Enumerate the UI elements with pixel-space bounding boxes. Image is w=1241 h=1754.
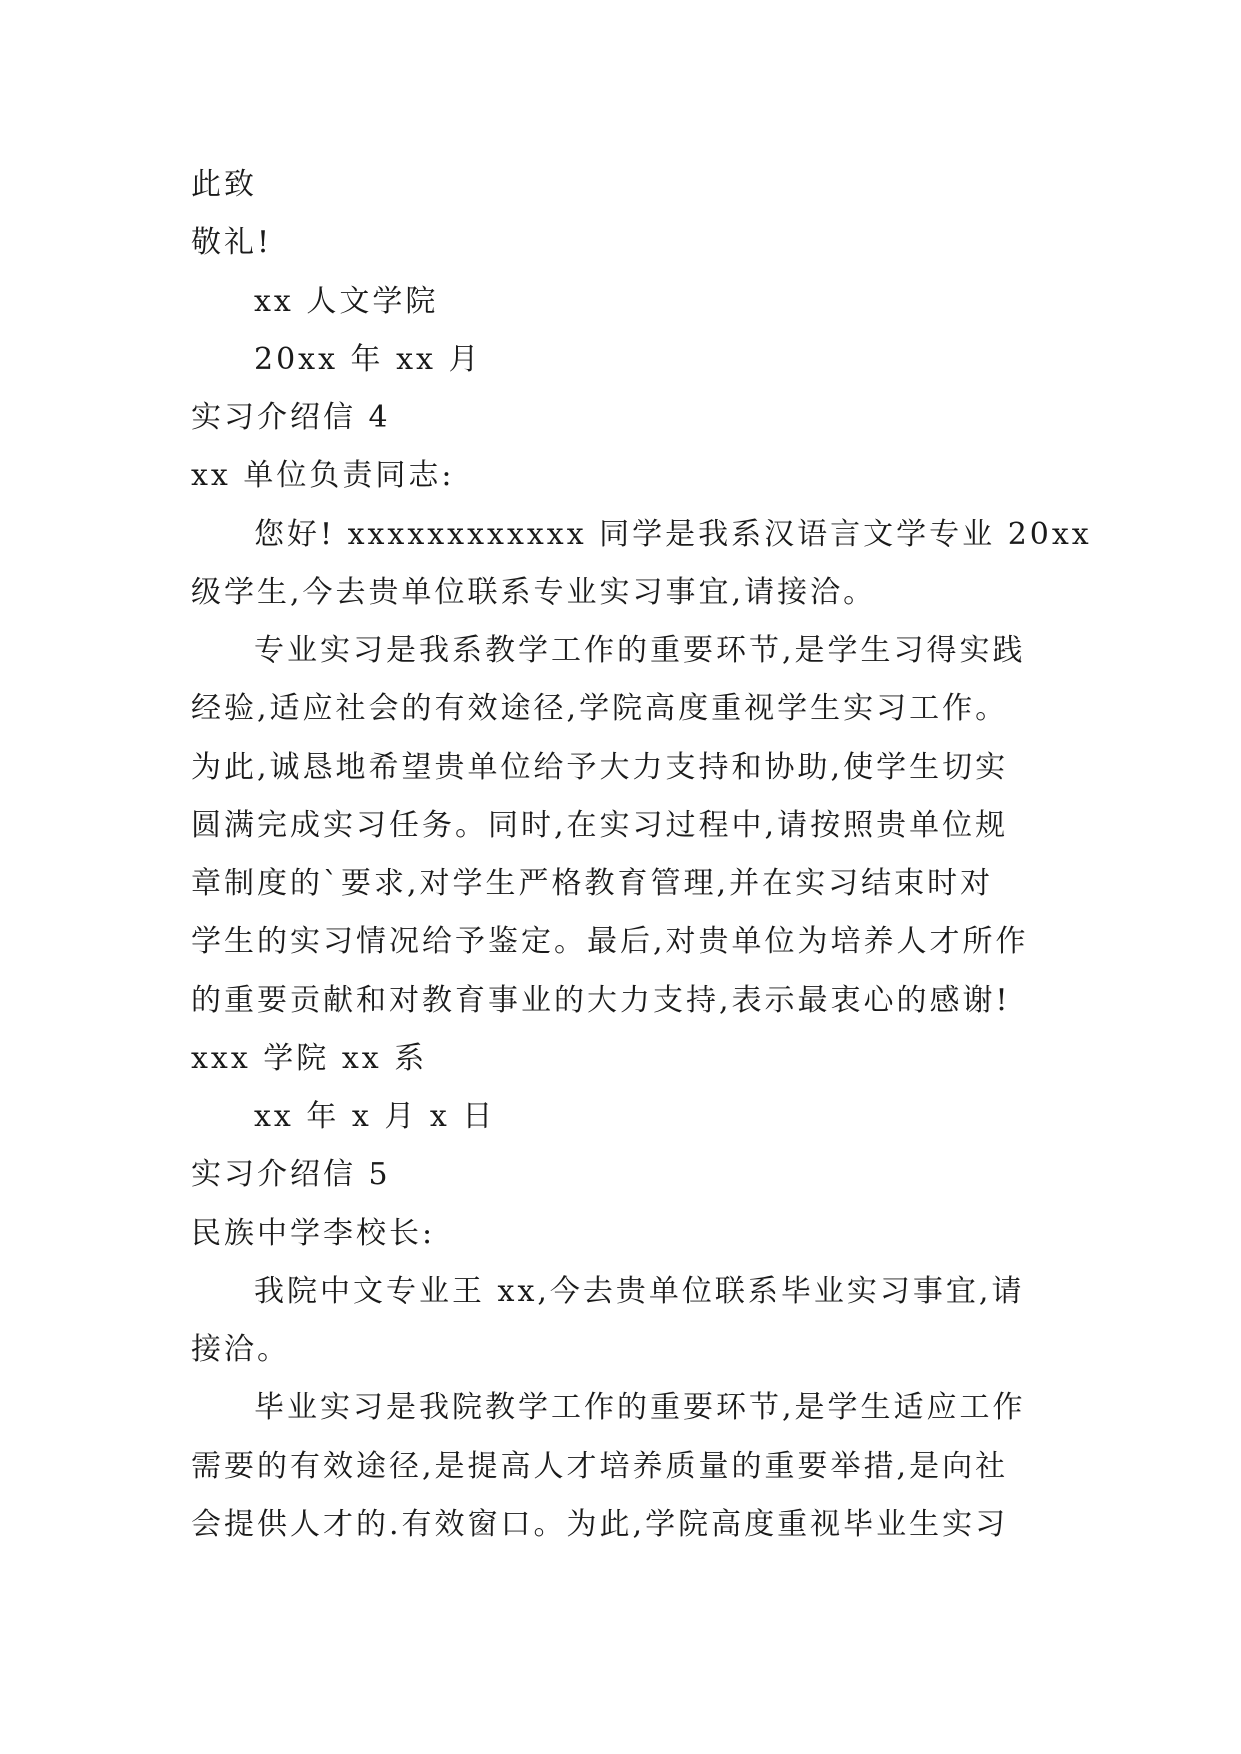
letter4-body-line: 您好! xxxxxxxxxxxx 同学是我系汉语言文学专业 20xx [254, 517, 1092, 552]
letter5-body-line: 我院中文专业王 xx,今去贵单位联系毕业实习事宜,请 [254, 1274, 1025, 1309]
letter4-body-line: 为此,诚恳地希望贵单位给予大力支持和协助,使学生切实 [191, 750, 1009, 785]
letter5-addressee: 民族中学李校长: [191, 1216, 436, 1251]
letter5-body-line: 毕业实习是我院教学工作的重要环节,是学生适应工作 [254, 1390, 1026, 1425]
letter4-title: 实习介绍信 4 [191, 400, 391, 435]
closing-salutation: 此致 [191, 167, 257, 202]
letter4-body-line: 章制度的`要求,对学生严格教育管理,并在实习结束时对 [191, 866, 994, 901]
letter5-body-line: 会提供人才的.有效窗口。为此,学院高度重视毕业生实习 [191, 1507, 1009, 1542]
letter4-date: xx 年 x 月 x 日 [254, 1099, 496, 1134]
letter4-body-line: 专业实习是我系教学工作的重要环节,是学生习得实践 [254, 633, 1026, 668]
closing-signer: xx 人文学院 [254, 284, 439, 319]
letter4-body-line: 的重要贡献和对教育事业的大力支持,表示最衷心的感谢! [191, 983, 1011, 1018]
letter4-body-line: 学生的实习情况给予鉴定。最后,对贵单位为培养人才所作 [191, 924, 1029, 959]
letter5-body-line: 接洽。 [191, 1332, 290, 1367]
letter4-addressee: xx 单位负责同志: [191, 458, 455, 493]
letter5-title: 实习介绍信 5 [191, 1157, 391, 1192]
closing-regards: 敬礼! [191, 225, 273, 260]
closing-date: 20xx 年 xx 月 [254, 342, 482, 377]
letter4-body-line: 圆满完成实习任务。同时,在实习过程中,请按照贵单位规 [191, 808, 1009, 843]
letter4-body-line: 级学生,今去贵单位联系专业实习事宜,请接洽。 [191, 575, 877, 610]
letter4-body-line: 经验,适应社会的有效途径,学院高度重视学生实习工作。 [191, 691, 1009, 726]
letter5-body-line: 需要的有效途径,是提高人才培养质量的重要举措,是向社 [191, 1449, 1009, 1484]
letter4-signer: xxx 学院 xx 系 [191, 1041, 428, 1076]
